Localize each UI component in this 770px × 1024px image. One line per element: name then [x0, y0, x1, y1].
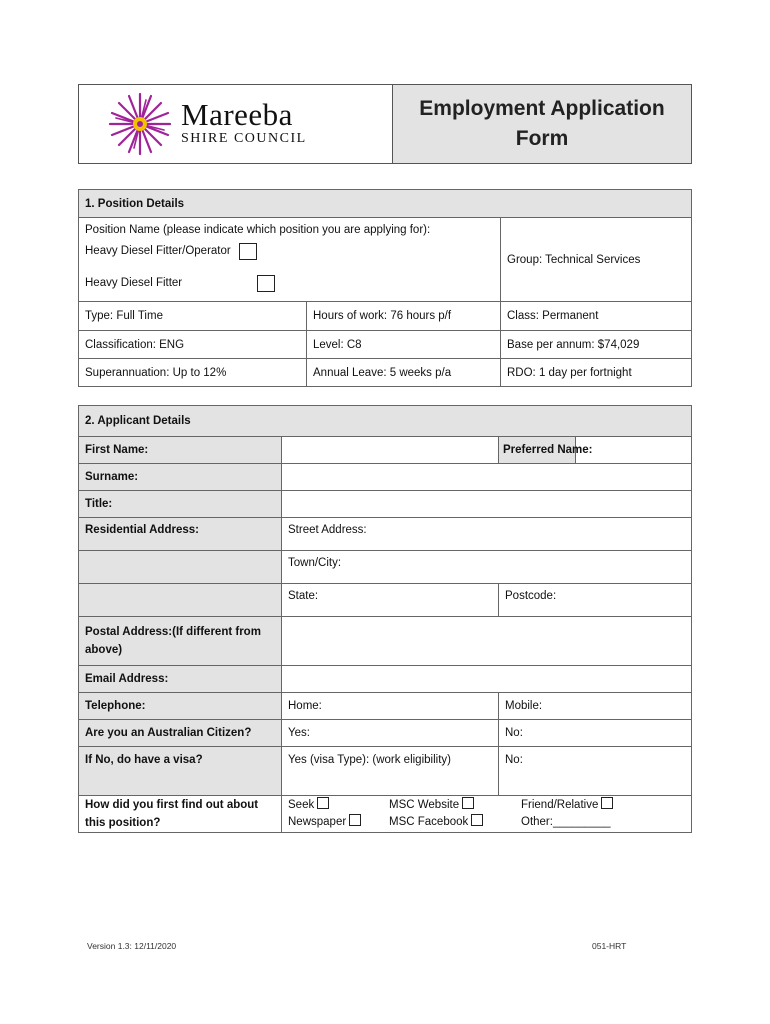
newspaper-label: Newspaper: [288, 816, 347, 828]
other-option[interactable]: [521, 814, 613, 831]
level-cell: Level: C8: [307, 331, 501, 359]
town-field[interactable]: Town/City:: [282, 551, 692, 584]
visa-yes-field[interactable]: Yes (visa Type): (work eligibility): [282, 747, 499, 796]
other-label[interactable]: Other:_________: [521, 816, 611, 828]
msc-facebook-option[interactable]: [389, 814, 483, 831]
visa-label: If No, do have a visa?: [79, 747, 282, 796]
super-cell: Superannuation: Up to 12%: [79, 359, 307, 387]
section-title-applicant: 2. Applicant Details: [79, 406, 692, 437]
find-out-label: How did you first find out about this position?: [79, 796, 282, 833]
flower-logo-icon: [107, 91, 173, 157]
surname-field[interactable]: [282, 464, 692, 491]
postal-label: Postal Address:(If different from above): [79, 617, 282, 666]
seek-option[interactable]: [288, 797, 361, 814]
postal-field[interactable]: [282, 617, 692, 666]
preferred-name-label: Preferred Name:: [499, 437, 576, 464]
seek-checkbox[interactable]: [317, 797, 329, 809]
first-name-label: First Name:: [79, 437, 282, 464]
msc-website-label: MSC Website: [389, 799, 460, 811]
section-title-position: 1. Position Details: [79, 190, 692, 218]
position-details-table: [78, 189, 692, 387]
form-header: [78, 84, 692, 164]
position-option-1-label: Heavy Diesel Fitter/Operator: [85, 245, 231, 257]
newspaper-option[interactable]: [288, 814, 361, 831]
leave-cell: Annual Leave: 5 weeks p/a: [307, 359, 501, 387]
citizen-label: Are you an Australian Citizen?: [79, 720, 282, 747]
residential-spacer-2: [79, 584, 282, 617]
title-cell: [393, 85, 691, 163]
newspaper-checkbox[interactable]: [349, 814, 361, 826]
first-name-field[interactable]: [282, 437, 499, 464]
msc-website-checkbox[interactable]: [462, 797, 474, 809]
residential-label: Residential Address:: [79, 518, 282, 551]
position-option-2-label: Heavy Diesel Fitter: [85, 277, 183, 289]
citizen-yes-field[interactable]: Yes:: [282, 720, 499, 747]
visa-no-field[interactable]: No:: [499, 747, 692, 796]
postcode-field[interactable]: Postcode:: [499, 584, 692, 617]
friend-label: Friend/Relative: [521, 799, 599, 811]
class-cell: Class: Permanent: [501, 302, 692, 331]
brand-name: Mareeba: [181, 97, 293, 132]
version-text: Version 1.3: 12/11/2020: [87, 941, 177, 951]
classification-cell: Classification: ENG: [79, 331, 307, 359]
citizen-no-field[interactable]: No:: [499, 720, 692, 747]
msc-facebook-label: MSC Facebook: [389, 816, 469, 828]
seek-label: Seek: [288, 799, 315, 811]
type-cell: Type: Full Time: [79, 302, 307, 331]
preferred-name-field[interactable]: [576, 437, 692, 464]
email-label: Email Address:: [79, 666, 282, 693]
brand-subtitle: SHIRE COUNCIL: [181, 131, 307, 146]
base-cell: Base per annum: $74,029: [501, 331, 692, 359]
position-prompt: Position Name (please indicate which position you are applying for):: [85, 224, 431, 236]
street-field[interactable]: Street Address:: [282, 518, 692, 551]
msc-facebook-checkbox[interactable]: [471, 814, 483, 826]
position-option-2-checkbox[interactable]: [257, 275, 275, 292]
position-name-cell: [79, 218, 501, 302]
mobile-phone-field[interactable]: Mobile:: [499, 693, 692, 720]
applicant-details-table: [78, 405, 692, 833]
position-option-1[interactable]: [85, 240, 494, 262]
position-option-2[interactable]: [85, 272, 494, 294]
position-option-1-checkbox[interactable]: [239, 243, 257, 260]
home-phone-field[interactable]: Home:: [282, 693, 499, 720]
state-field[interactable]: State:: [282, 584, 499, 617]
friend-option[interactable]: [521, 797, 613, 814]
form-title: Employment Application Form: [419, 97, 665, 150]
msc-website-option[interactable]: [389, 797, 483, 814]
residential-spacer-1: [79, 551, 282, 584]
find-out-options: [282, 796, 692, 833]
hours-cell: Hours of work: 76 hours p/f: [307, 302, 501, 331]
find-out-col-1: [288, 797, 361, 831]
rdo-cell: RDO: 1 day per fortnight: [501, 359, 692, 387]
title-label: Title:: [79, 491, 282, 518]
form-code: 051-HRT: [592, 941, 627, 951]
friend-checkbox[interactable]: [601, 797, 613, 809]
logo-cell: [79, 85, 393, 163]
title-field[interactable]: [282, 491, 692, 518]
surname-label: Surname:: [79, 464, 282, 491]
find-out-col-2: [389, 797, 483, 831]
find-out-col-3: [521, 797, 613, 831]
telephone-label: Telephone:: [79, 693, 282, 720]
email-field[interactable]: [282, 666, 692, 693]
group-cell: Group: Technical Services: [501, 218, 692, 302]
